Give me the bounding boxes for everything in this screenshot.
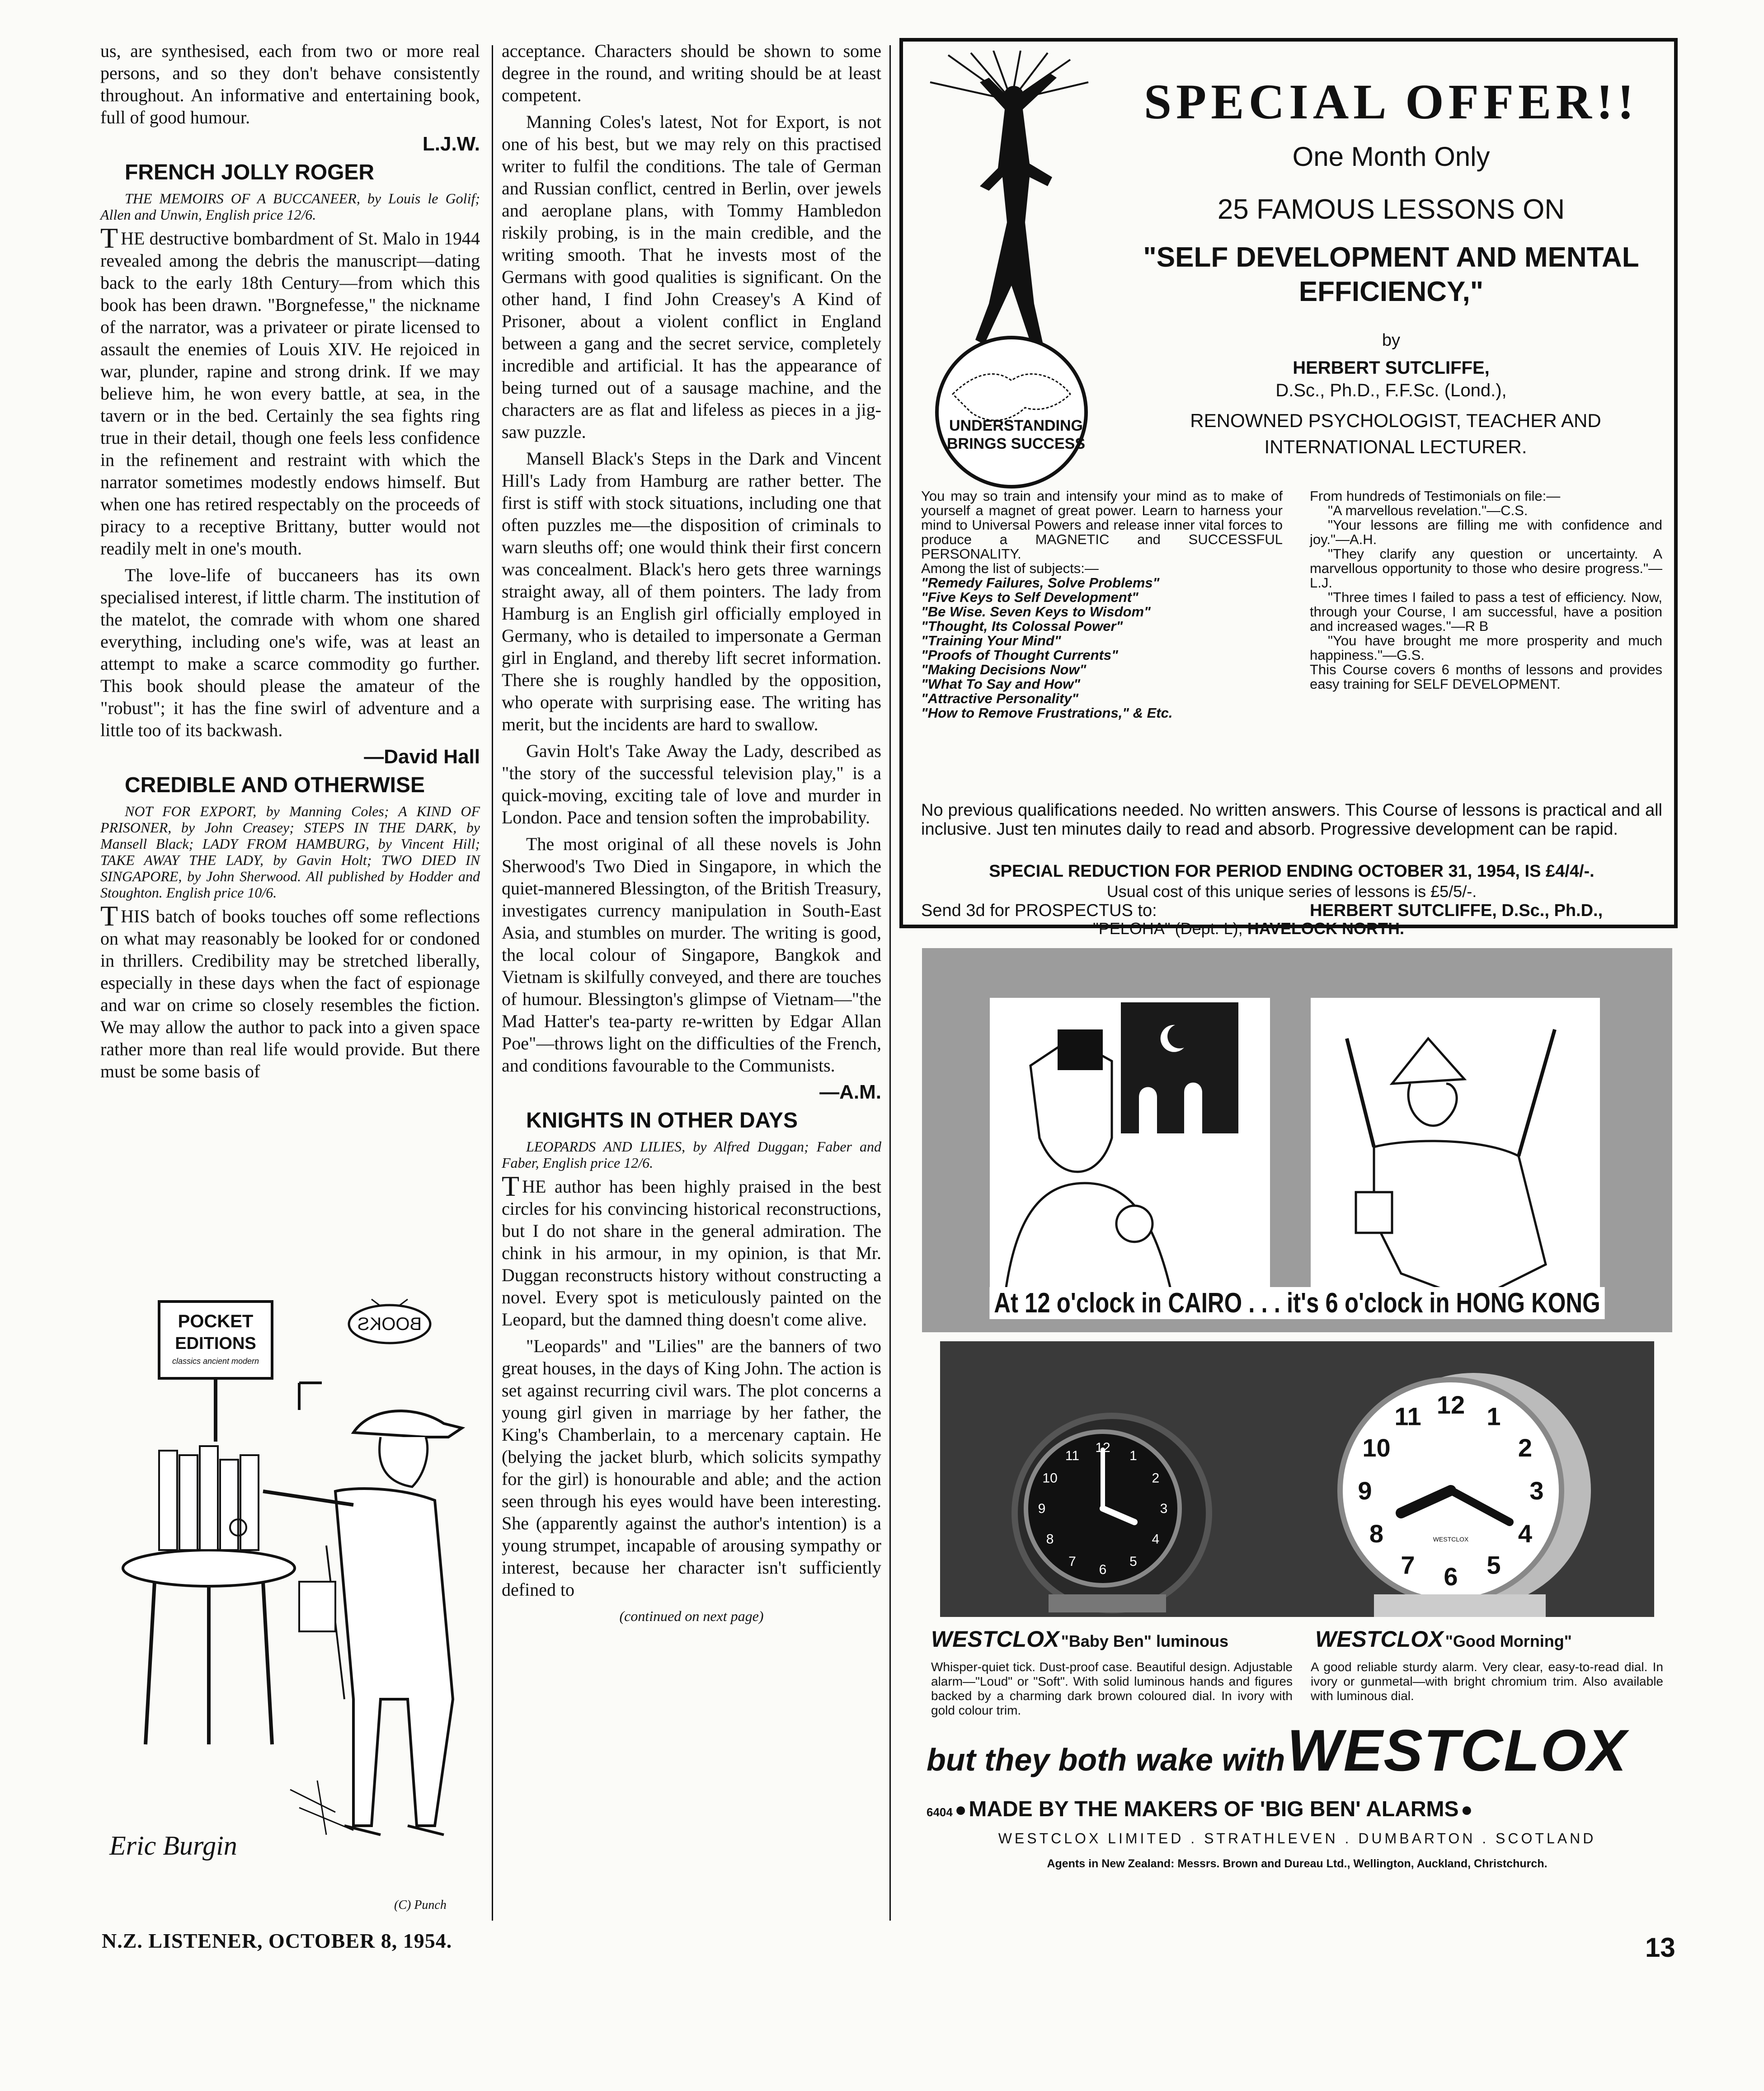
dial-numeral: 7 <box>1068 1554 1076 1569</box>
send-label: Send 3d for PROSPECTUS to: <box>921 901 1157 920</box>
company-address: WESTCLOX LIMITED . STRATHLEVEN . DUMBARTON . SCOTLAND <box>998 1830 1596 1847</box>
subject-item: "Attractive Personality" <box>921 691 1079 706</box>
send-address: "PELOHA" (Dept. L), HAVELOCK NORTH. <box>1093 919 1405 938</box>
speech-balloon-text: BOOKS <box>357 1314 422 1334</box>
cartoon-bookseller <box>100 1292 480 1916</box>
dial-numeral: 1 <box>1486 1402 1501 1431</box>
special-reduction: SPECIAL REDUCTION FOR PERIOD ENDING OCTOBER 31, 1954, IS £4/4/-. <box>989 862 1595 881</box>
review-paragraph: The most original of all these novels is John Sherwood's Two Died in Singapore, in which the quiet-mannered Blessington, of the British Treasury, investigates currency manipulation in South-East Asia, and stumbles on murder. The writing is good, the local colour of Singapore, Bangkok and Vietnam is skilfully conveyed, and there are touches of humour. Blessington's glimpse of Vietnam—"the Mad Hatter's tea-party re-written by Edgar Allan Poe"—throws light on the difficulties of the French, and conditions favourable to the Communists. <box>502 834 881 1076</box>
continued-note: (continued on next page) <box>619 1608 764 1624</box>
baby-ben-description: Whisper-quiet tick. Dust-proof case. Beautiful design. Adjustable alarm—"Loud" or "Soft". With solid luminous hands and figures backed by a charming dark brown coloured dial. In ivory with gold colour trim. <box>931 1660 1293 1717</box>
ad-westclox <box>922 948 1672 1920</box>
makers-line: 6404 ● MADE BY THE MAKERS OF 'BIG BEN' ALARMS ● <box>927 1797 1473 1821</box>
masthead-footer: N.Z. LISTENER, OCTOBER 8, 1954. <box>102 1929 452 1952</box>
page-number: 13 <box>1645 1932 1675 1963</box>
globe-text: UNDERSTANDING BRINGS SUCCESS <box>946 417 1086 452</box>
sub-lessons: 25 FAMOUS LESSONS ON <box>1217 194 1565 225</box>
cartoon-credit: (C) Punch <box>394 1898 447 1912</box>
subject-item: "Thought, Its Colossal Power" <box>921 618 1123 634</box>
subject-item: "Making Decisions Now" <box>921 662 1087 677</box>
dial-numeral: 2 <box>1152 1471 1160 1486</box>
subject-item: "Remedy Failures, Solve Problems" <box>921 575 1160 591</box>
testimonial: "Your lessons are filling me with confidence and joy."—A.H. <box>1310 517 1662 547</box>
review-byline: NOT FOR EXPORT, by Manning Coles; A KIND OF PRISONER, by John Creasey; STEPS IN THE DARK, by Mansell Black; LADY FROM HAMBURG, by Vincent Hill; TAKE AWAY THE LADY, by Gavin Holt; TWO DIED IN SINGAPORE, by John Sherwood. All published by Hodder and Stoughton. English price 10/6. <box>100 803 480 901</box>
cartoonist-signature: Eric Burgin <box>109 1831 237 1861</box>
dial-numeral: 7 <box>1401 1551 1415 1579</box>
review-paragraph: THE author has been highly praised in the best circles for his convincing historical reconstructions, but I do not share in the general admiration. The chink in his armour, in my opinion, is that Mr. Duggan reconstructs history without constructing a novel. Every spot is meticulously painted on the Leopard, but the damned thing doesn't come alive. <box>502 1170 881 1330</box>
subject-item: "Be Wise. Seven Keys to Wisdom" <box>921 604 1151 620</box>
dial-numeral: 8 <box>1369 1519 1384 1548</box>
dial-numeral: 5 <box>1129 1554 1137 1569</box>
review-paragraph: "Leopards" and "Lilies" are the banners of two great houses, in the days of King John. The action is set against recurring civil wars. The plot concerns a young girl given in marriage by her father, the King's Chamberlain, to a mercenary captain. He (belying the jacket blurb, which solicits sympathy for the girl) is honourable and able; and the action seen through his eyes would have been interesting. She (apparently against the author's intention) is a young strumpet, incapable of arousing sympathy or interest, because her character isn't sufficiently defined to <box>502 1336 881 1600</box>
dial-numeral: 11 <box>1394 1402 1421 1431</box>
subject-item: "How to Remove Frustrations," & Etc. <box>921 705 1173 721</box>
dial-numeral: 10 <box>1362 1433 1391 1462</box>
author-role: RENOWNED PSYCHOLOGIST, TEACHER AND INTERNATIONAL LECTURER. <box>1190 410 1601 457</box>
review-byline: THE MEMOIRS OF A BUCCANEER, by Louis le Golif; Allen and Unwin, English price 12/6. <box>100 190 480 223</box>
baby-ben-label: WESTCLOX "Baby Ben" luminous <box>931 1626 1228 1652</box>
column-divider <box>889 45 891 1921</box>
dial-numeral: 12 <box>1436 1391 1465 1419</box>
subject-item: "Training Your Mind" <box>921 633 1061 648</box>
by-text: by <box>1382 331 1401 350</box>
subject-item: "Five Keys to Self Development" <box>921 589 1138 605</box>
drop-cap: T <box>502 1170 520 1202</box>
review-paragraph: The love-life of buccaneers has its own specialised interest, if little charm. The institution of the matelot, the comrade with whom one shared everything, including one's wife, was at least an attempt to make a scarce commodity go further. This book should please the amateur of the "robust"; it has the fine swirl of adventure and a little too of its backwash. <box>100 565 480 740</box>
subject-item: "What To Say and How" <box>921 676 1081 692</box>
nz-agents: Agents in New Zealand: Messrs. Brown and Dureau Ltd., Wellington, Auckland, Christchurch. <box>1047 1857 1548 1870</box>
dial-numeral: 9 <box>1038 1501 1046 1516</box>
good-morning-description: A good reliable sturdy alarm. Very clear, easy-to-read dial. In ivory or gunmetal—with bright chromium trim. Also available with luminous dial. <box>1311 1660 1663 1703</box>
left-column-text <box>921 489 1283 720</box>
subject-item: "Proofs of Thought Currents" <box>921 647 1118 663</box>
column-2 <box>502 40 881 1632</box>
review-paragraph: THIS batch of books touches off some reflections on what may reasonably be looked for or condoned in thrillers. Credibility may be stretched liberally, especially in these days when the fact of espionage and war on crime so closely resembles the fiction. We may allow the author to pack into a given space rather more than real life would provide. But there must be some basis of <box>100 900 480 1081</box>
testimonial: "Three times I failed to pass a test of efficiency. Now, through your Course, I am successful, have a position and increased wages."—R B <box>1310 589 1662 634</box>
dial-numeral: 11 <box>1065 1448 1080 1464</box>
drop-cap: T <box>100 900 118 932</box>
dial-numeral: 12 <box>1095 1440 1110 1455</box>
column-divider <box>492 45 493 1921</box>
dial-numeral: 6 <box>1444 1562 1458 1591</box>
review-paragraph: THE destructive bombardment of St. Malo in 1944 revealed among the debris the manuscript—dating back to the early 18th Century—from which this book has been drawn. "Borgnefesse," the nickname of the narrator, was a privateer or pirate licensed to assault the enemies of Louis XIV. He rejoiced in war, plunder, rapine and strong drink. If we may believe him, he won every battle, at sea, in the tavern or in the bed. Certainly the sea fights ring true in their detail, though one feels less confidence in the refinement and restraint with which the narrator sometimes modestly endows himself. But when one has retired respectably on the proceeds of piracy to a receptive Brittany, butter would not readily melt in one's mouth. <box>100 222 480 559</box>
review-heading-french-jolly-roger: FRENCH JOLLY ROGER <box>125 160 375 184</box>
review-signature: —A.M. <box>819 1081 881 1103</box>
sign-line-3: classics ancient modern <box>172 1357 259 1366</box>
bullet-icon: ● <box>1460 1799 1473 1821</box>
headline: SPECIAL OFFER!! <box>1143 74 1639 129</box>
testimonial: "A marvellous revelation."—C.S. <box>1328 503 1528 518</box>
course-note: This Course covers 6 months of lessons and provides easy training for SELF DEVELOPMENT. <box>1310 662 1662 692</box>
testimonials-intro: From hundreds of Testimonials on file:— <box>1310 488 1561 504</box>
drop-cap: T <box>100 222 118 254</box>
review-paragraph: Mansell Black's Steps in the Dark and Vincent Hill's Lady from Hamburg are rather better. The first is stiff with stock situations, including one that often puzzles me—the disposition of criminals to warn sleuths off; one would think their first concern was concealment. Black's hero gets three warnings straight away, all of them pointers. The lady from Hamburg is an English girl officially employed in Germany, who is detailed to impersonate a German girl in England, and thereby lift secret information. There she is roughly handled by the opposition, who operate with surprising ease. The writing has merit, but the incidents are hard to swallow. <box>502 448 881 734</box>
usual-cost: Usual cost of this unique series of lessons is £5/5/-. <box>1106 882 1477 901</box>
review-paragraph: Gavin Holt's Take Away the Lady, described as "the story of the successful television play," is a quick-moving, exciting tale of love and murder in London. Pace and tension soften the improbability. <box>502 741 881 827</box>
column-1 <box>100 40 480 1087</box>
westclox-illustration <box>922 948 1672 1617</box>
review-paragraph: acceptance. Characters should be shown to some degree in the round, and writing should be at least competent. <box>502 41 881 105</box>
good-morning-label: WESTCLOX "Good Morning" <box>1315 1626 1572 1652</box>
qualifications-text: No previous qualifications needed. No written answers. This Course of lessons is practical and all inclusive. Just ten minutes daily to read and absorb. Progressive development can be rapid. <box>921 801 1662 839</box>
cairo-hongkong-caption: At 12 o'clock in CAIRO . . . it's 6 o'clock in HONG KONG <box>989 1287 1604 1319</box>
review-paragraph: Manning Coles's latest, Not for Export, is not one of his best, but we may rely on this practised writer to fulfil the conditions. The tale of German and Russian conflict, centred in Berlin, over jewels and aeroplane plans, with Tommy Hambledon riskily probing, is in the main credible, and the writing smooth. That he invests most of the Germans with good qualities is significant. On the other hand, I find John Creasey's A Kind of Prisoner, about a violent conflict in England between a gang and the secret service, completely incredible and artificial. It has the appearance of being turned out of a sausage machine, and the characters are as flat and lifeless as pieces in a jig-saw puzzle. <box>502 112 881 442</box>
review-heading-credible-and-otherwise: CREDIBLE AND OTHERWISE <box>125 773 425 797</box>
intro-paragraph: us, are synthesised, each from two or more real persons, and so they don't behave consistently throughout. An informative and entertaining book, full of good humour. <box>100 41 480 127</box>
cartoon-drawing <box>100 1292 480 1916</box>
send-name: HERBERT SUTCLIFFE, D.Sc., Ph.D., <box>1310 901 1603 920</box>
dial-numeral: 1 <box>1129 1448 1137 1464</box>
right-column-testimonials <box>1310 489 1662 691</box>
dial-numeral: 3 <box>1529 1476 1544 1505</box>
dial-numeral: 2 <box>1518 1433 1533 1462</box>
review-signature: —David Hall <box>364 746 480 768</box>
ad-special-offer <box>899 38 1678 938</box>
dial-numeral: 6 <box>1099 1562 1107 1577</box>
subjects-intro: Among the list of subjects:— <box>921 560 1099 576</box>
dial-brand: WESTCLOX <box>1433 1536 1469 1543</box>
review-byline: LEOPARDS AND LILIES, by Alfred Duggan; Faber and Faber, English price 12/6. <box>502 1138 881 1171</box>
testimonial: "They clarify any question or uncertainty. A marvellous opportunity to those who desire progress."—L.J. <box>1310 546 1662 591</box>
dial-numeral: 8 <box>1046 1532 1054 1547</box>
sign-line-2: EDITIONS <box>175 1334 256 1353</box>
author-name: HERBERT SUTCLIFFE, <box>1293 358 1490 378</box>
dial-numeral: 9 <box>1358 1476 1372 1505</box>
slogan: but they both wake with WESTCLOX <box>927 1717 1628 1783</box>
intro-signature: L.J.W. <box>422 133 480 155</box>
author-degrees: D.Sc., Ph.D., F.F.Sc. (Lond.), <box>1275 381 1507 400</box>
dial-numeral: 4 <box>1518 1519 1533 1548</box>
testimonial: "You have brought me more prosperity and much happiness."—G.S. <box>1310 633 1662 663</box>
sub-one-month: One Month Only <box>1292 141 1490 172</box>
dial-numeral: 5 <box>1486 1551 1501 1579</box>
dial-numeral: 4 <box>1152 1532 1160 1547</box>
dial-numeral: 3 <box>1160 1501 1168 1516</box>
dial-numeral: 10 <box>1042 1471 1058 1486</box>
course-title: "SELF DEVELOPMENT AND MENTAL EFFICIENCY," <box>1143 242 1639 307</box>
intro-text: You may so train and intensify your mind as to make of yourself a magnet of great power. Learn to harness your mind to Universal Powers and release inner vital forces to produce a MAGNETIC and SUCCESSFUL PERSONALITY. <box>921 488 1283 562</box>
bullet-icon: ● <box>955 1799 967 1821</box>
sign-line-1: POCKET <box>178 1311 254 1331</box>
review-heading-knights-in-other-days: KNIGHTS IN OTHER DAYS <box>526 1109 798 1132</box>
